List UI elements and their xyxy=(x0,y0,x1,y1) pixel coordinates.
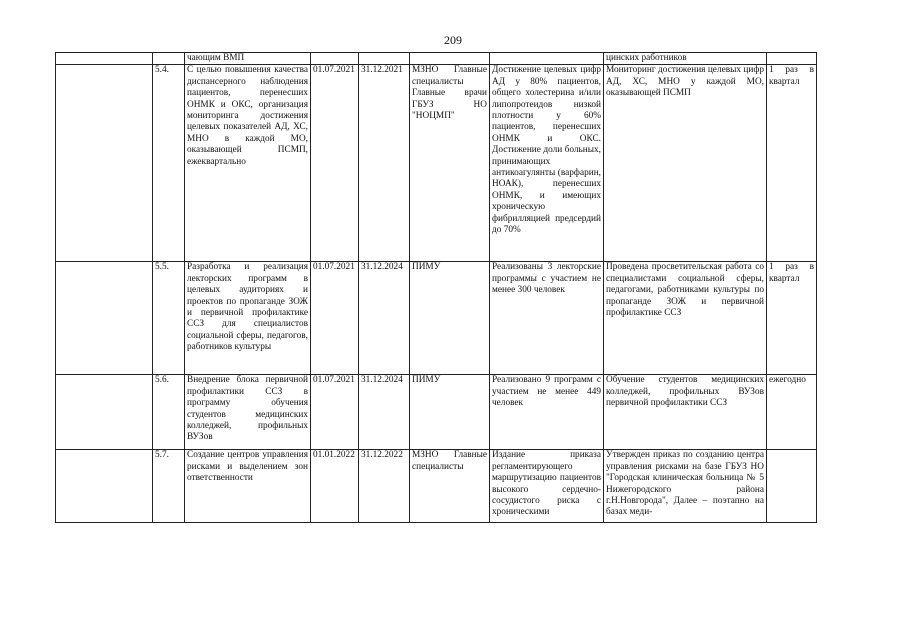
cell-result: Достижение целевых цифр АД у 80% пациентов, общего холестерина и/или липопротеидов низкой плотности у 60% пациентов, перенесших ОНМК и ОКС. Достижение доли больных, принимающих антикоагулянты (варфарин, НОАК), перенесших ОНМК, и имеющих хроническую фибрилляцией предсердий до 70% xyxy=(490,65,604,262)
cell-num: 5.7. xyxy=(153,450,185,523)
cell-responsible: ПИМУ xyxy=(410,262,490,375)
cell-responsible xyxy=(410,53,490,65)
cell-name: С целью повышения качества диспансерного наблюдения пациентов, перенесших ОНМК и ОКС, организация мониторинга достижения целевых показателей АД, ХС, МНО в каждой МО, оказывающей ПСМП, ежеквартально xyxy=(185,65,311,262)
cell-end: 31.12.2022 xyxy=(359,450,410,523)
table-row xyxy=(56,262,817,375)
measures-table xyxy=(55,52,817,523)
cell-name: Разработка и реализация лекторских программ в целевых аудиториях и проектов по пропаганде ЗОЖ и первичной профилактике ССЗ для специалистов социальной сферы, педагогов, работников культуры xyxy=(185,262,311,375)
page-number: 209 xyxy=(444,33,462,47)
cell-period: 1 раз в квартал xyxy=(767,65,817,262)
cell-blank xyxy=(56,450,153,523)
cell-start: 01.07.2021 xyxy=(311,65,359,262)
cell-end: 31.12.2021 xyxy=(359,65,410,262)
cell-num xyxy=(153,53,185,65)
cell-blank xyxy=(56,375,153,450)
cell-effect: Обучение студентов медицинских колледжей, профильных ВУЗов первичной профилактики ССЗ xyxy=(604,375,767,450)
cell-responsible: МЗНО Главные специалисты Главные врачи ГБУЗ НО "НОЦМП" xyxy=(410,65,490,262)
cell-period: ежегодно xyxy=(767,375,817,450)
cell-period: 1 раз в квартал xyxy=(767,262,817,375)
cell-name: чающим ВМП xyxy=(185,53,311,65)
table-row xyxy=(56,450,817,523)
cell-num: 5.4. xyxy=(153,65,185,262)
cell-period xyxy=(767,450,817,523)
cell-num: 5.5. xyxy=(153,262,185,375)
cell-responsible: ПИМУ xyxy=(410,375,490,450)
cell-result: Реализовано 9 программ с участием не менее 449 человек xyxy=(490,375,604,450)
continuation-row xyxy=(56,53,817,65)
table-row xyxy=(56,65,817,262)
cell-start: 01.07.2021 xyxy=(311,375,359,450)
cell-name: Внедрение блока первичной профилактики ССЗ в программу обучения студентов медицинских колледжей, профильных ВУЗов xyxy=(185,375,311,450)
cell-period xyxy=(767,53,817,65)
cell-effect: цинских работников xyxy=(604,53,767,65)
cell-result: Издание приказа регламентирующего маршрутизацию пациентов высокого сердечно-сосудистого риска с хроническими xyxy=(490,450,604,523)
cell-start: 01.07.2021 xyxy=(311,262,359,375)
cell-result: Реализованы 3 лекторские программы с участием не менее 300 человек xyxy=(490,262,604,375)
cell-end: 31.12.2024 xyxy=(359,375,410,450)
cell-blank xyxy=(56,262,153,375)
cell-start: 01.01.2022 xyxy=(311,450,359,523)
cell-end xyxy=(359,53,410,65)
cell-blank xyxy=(56,65,153,262)
cell-effect: Мониторинг достижения целевых цифр АД, ХС, МНО у каждой МО, оказывающей ПСМП xyxy=(604,65,767,262)
cell-effect: Утвержден приказ по созданию центра управления рисками на базе ГБУЗ НО "Городская клиническая больница № 5 Нижегородского района г.Н.Новгорода", Далее – поэтапно на базах меди- xyxy=(604,450,767,523)
cell-result xyxy=(490,53,604,65)
cell-responsible: МЗНО Главные специалисты xyxy=(410,450,490,523)
cell-num: 5.6. xyxy=(153,375,185,450)
table-row xyxy=(56,375,817,450)
cell-start xyxy=(311,53,359,65)
cell-blank xyxy=(56,53,153,65)
cell-effect: Проведена просветительская работа со специалистами социальной сферы, педагогами, работниками культуры по пропаганде ЗОЖ и первичной профилактике ССЗ xyxy=(604,262,767,375)
cell-name: Создание центров управления рисками и выделением зон ответственности xyxy=(185,450,311,523)
cell-end: 31.12.2024 xyxy=(359,262,410,375)
